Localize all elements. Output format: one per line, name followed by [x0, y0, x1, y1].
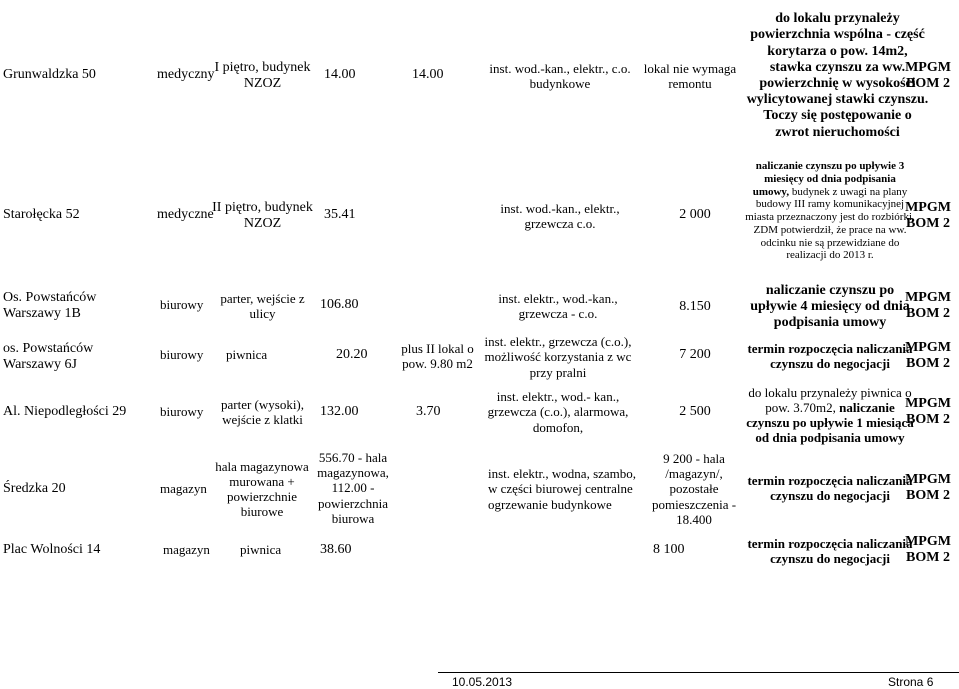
row3-purpose: biurowy: [160, 297, 204, 313]
row7-area1: 38.60: [320, 541, 352, 557]
row3-utilities: inst. elektr., wod.-kan., grzewcza - c.o.: [498, 290, 618, 321]
row5-office: MPGM BOM 2: [905, 395, 951, 427]
row4-extra: plus II lokal o pow. 9.80 m2: [401, 340, 474, 371]
row4-location: piwnica: [226, 347, 268, 363]
row2-location: II piętro, budynek NZOZ: [212, 199, 313, 231]
row7-rent: 8 100: [653, 541, 685, 557]
row3-location: parter, wejście z ulicy: [220, 290, 305, 321]
row7-purpose: magazyn: [163, 542, 210, 558]
row5-utilities: inst. elektr., wod.- kan., grzewcza (c.o.), alarmowa, domofon,: [487, 389, 629, 435]
row4-rent: 7 200: [679, 346, 711, 362]
row1-address: Grunwaldzka 50: [3, 66, 96, 82]
row1-office: MPGM BOM 2: [905, 59, 951, 91]
row7-office: MPGM BOM 2: [905, 533, 951, 565]
footer-rule: [438, 672, 959, 673]
row6-address: Średzka 20: [3, 480, 66, 496]
row3-area1: 106.80: [320, 296, 359, 312]
row3-notes: naliczanie czynszu po upływie 4 miesięcy od dnia podpisania umowy: [750, 282, 910, 331]
row5-purpose: biurowy: [160, 404, 204, 420]
row3-address: Os. Powstańców Warszawy 1B: [3, 289, 97, 321]
row7-address: Plac Wolności 14: [3, 541, 101, 557]
footer-date: 10.05.2013: [452, 675, 513, 689]
row4-notes: termin rozpoczęcia naliczania czynszu do negocjacji: [747, 340, 913, 371]
row5-rent: 2 500: [679, 403, 711, 419]
row7-location: piwnica: [240, 542, 282, 558]
row1-purpose: medyczny: [157, 66, 215, 82]
row1-condition: lokal nie wymaga remontu: [643, 60, 737, 91]
row2-utilities: inst. wod.-kan., elektr., grzewcza c.o.: [500, 200, 620, 231]
row4-address: os. Powstańców Warszawy 6J: [3, 340, 94, 372]
row6-purpose: magazyn: [160, 481, 207, 497]
row2-rent: 2 000: [679, 206, 711, 222]
row2-address: Starołęcka 52: [3, 206, 80, 222]
row1-utilities: inst. wod.-kan., elektr., c.o. budynkowe: [489, 60, 631, 91]
row3-rent: 8.150: [679, 298, 711, 314]
row2-area1: 35.41: [324, 206, 356, 222]
row5-notes: do lokalu przynależy piwnica o pow. 3.70m2, naliczanie czynszu po upływie 1 miesiąca od dnia podpisania umowy: [746, 384, 914, 446]
row4-office: MPGM BOM 2: [905, 339, 951, 371]
row5-location: parter (wysoki), wejście z klatki: [220, 396, 305, 427]
row2-purpose: medyczne: [157, 206, 214, 222]
row2-notes: naliczanie czynszu po upływie 3 miesięcy od dnia podpisania umowy, budynek z uwagi na plany budowy III ramy komunikacyjnej miasta przeznaczony jest do rozbiórki, ZDM potwierdził, że prace na ww. odcinku nie są przewidziane do realizacji do 2013 r.: [745, 160, 915, 262]
footer-page-number: Strona 6: [888, 675, 934, 689]
row5-area2: 3.70: [416, 403, 441, 419]
row1-area2: 14.00: [412, 66, 444, 82]
row4-utilities: inst. elektr., grzewcza (c.o.), możliwość korzystania z wc przy pralni: [484, 334, 632, 380]
row4-area1: 20.20: [336, 346, 368, 362]
row6-office: MPGM BOM 2: [905, 471, 951, 503]
row3-office: MPGM BOM 2: [905, 289, 951, 321]
row1-notes: do lokalu przynależy powierzchnia wspólna - część korytarza o pow. 14m2, stawka czynszu za ww. powierzchnię w wysokości wylicytowanej stawki czynszu. Toczy się postępowanie o zwrot nieruchomości: [746, 11, 929, 140]
row1-location: I piętro, budynek NZOZ: [214, 59, 311, 91]
row7-notes: termin rozpoczęcia naliczania czynszu do negocjacji: [747, 535, 913, 566]
row4-purpose: biurowy: [160, 347, 204, 363]
row5-address: Al. Niepodległości 29: [3, 403, 127, 419]
row6-notes: termin rozpoczęcia naliczania czynszu do negocjacji: [747, 472, 913, 503]
row5-area1: 132.00: [320, 403, 359, 419]
row2-office: MPGM BOM 2: [905, 199, 951, 231]
row1-area1: 14.00: [324, 66, 356, 82]
row6-utilities: inst. elektr., wodna, szambo, w części biurowej centralne ogrzewanie budynkowe: [488, 466, 637, 512]
row6-area1: 556.70 - hala magazynowa, 112.00 - powierzchnia biurowa: [317, 450, 389, 526]
row6-location: hala magazynowa murowana + powierzchnie biurowe: [215, 458, 309, 520]
row6-rent: 9 200 - hala /magazyn/, pozostałe pomieszczenia - 18.400: [651, 451, 737, 527]
